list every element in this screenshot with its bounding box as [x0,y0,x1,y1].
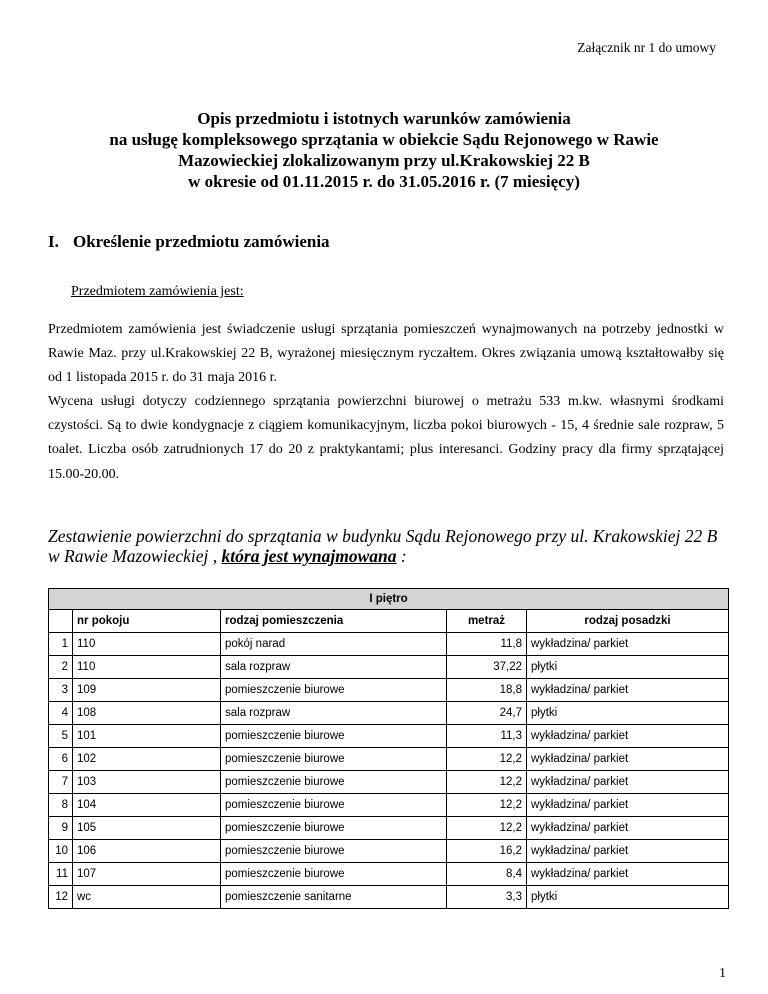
table-row [49,794,729,817]
row-number: 8 [49,794,73,817]
floor-type: płytki [527,656,729,679]
room-area: 18,8 [447,679,527,702]
row-number: 3 [49,679,73,702]
table-row [49,633,729,656]
row-number: 5 [49,725,73,748]
table-row [49,702,729,725]
room-number: wc [73,886,221,909]
table-row [49,817,729,840]
paragraph: Wycena usługi dotyczy codziennego sprzątania powierzchni biurowej o metrażu 533 m.kw. własnymi środkami czystości. Są to dwie kondygnacje z ciągiem komunikacyjnym, liczba pokoi biurowych - 15, 4 średnie sale rozpraw, 5 toalet. Liczba osób zatrudnionych 17 do 20 z praktykantami; plus interesanci. Godziny pracy dla firmy sprzątającej 15.00-20.00. [48,394,724,482]
summary-heading [48,526,728,566]
room-area: 12,2 [447,794,527,817]
room-type: pomieszczenie biurowe [221,679,447,702]
row-number: 12 [49,886,73,909]
column-header-floor-type: rodzaj posadzki [527,610,729,633]
room-number: 110 [73,656,221,679]
room-type: pomieszczenie biurowe [221,725,447,748]
row-number: 10 [49,840,73,863]
title-line: Mazowieckiej zlokalizowanym przy ul.Krakowskiej 22 B [178,151,590,170]
column-header-row [49,610,729,633]
document-title [60,108,708,192]
room-number: 104 [73,794,221,817]
row-number: 6 [49,748,73,771]
title-line: Opis przedmiotu i istotnych warunków zamówienia [197,109,571,128]
column-header-area: metraż [447,610,527,633]
table-row [49,771,729,794]
row-number: 7 [49,771,73,794]
room-area: 37,22 [447,656,527,679]
room-number: 106 [73,840,221,863]
floor-label: I piętro [49,589,729,610]
paragraph: Przedmiotem zamówienia jest świadczenie usługi sprzątania pomieszczeń wynajmowanych na potrzeby jednostki w Rawie Maz. przy ul.Krakowskiej 22 B, wyrażonej miesięcznym ryczałtem. Okres związania umową kształtowałby się od 1 listopada 2015 r. do 31 maja 2016 r. [48,322,724,386]
room-type: pomieszczenie biurowe [221,748,447,771]
table-row [49,886,729,909]
room-number: 110 [73,633,221,656]
room-number: 108 [73,702,221,725]
page-number: 1 [719,966,726,981]
room-area: 3,3 [447,886,527,909]
room-type: sala rozpraw [221,702,447,725]
room-type: pomieszczenie biurowe [221,863,447,886]
column-header-type: rodzaj pomieszczenia [221,610,447,633]
room-area: 12,2 [447,771,527,794]
table-row [49,656,729,679]
room-area: 12,2 [447,817,527,840]
section-title: Określenie przedmiotu zamówienia [73,232,330,251]
table-row [49,840,729,863]
floor-type: wykładzina/ parkiet [527,725,729,748]
summary-emphasis: która jest wynajmowana [221,546,397,566]
title-line: na usługę kompleksowego sprzątania w obiekcie Sądu Rejonowego w Rawie [109,130,659,149]
floor-type: wykładzina/ parkiet [527,679,729,702]
annex-label: Załącznik nr 1 do umowy [577,40,716,55]
summary-tail: : [396,546,407,566]
row-number: 11 [49,863,73,886]
table-row [49,863,729,886]
title-line: w okresie od 01.11.2015 r. do 31.05.2016 r. (7 miesięcy) [188,172,580,191]
room-number: 109 [73,679,221,702]
room-area: 24,7 [447,702,527,725]
room-area: 11,8 [447,633,527,656]
floor-type: wykładzina/ parkiet [527,748,729,771]
row-number: 1 [49,633,73,656]
floor-type: wykładzina/ parkiet [527,840,729,863]
room-area: 11,3 [447,725,527,748]
room-area: 12,2 [447,748,527,771]
column-header-lp [49,610,73,633]
row-number: 9 [49,817,73,840]
table-row [49,679,729,702]
room-type: pomieszczenie biurowe [221,771,447,794]
floor-type: wykładzina/ parkiet [527,817,729,840]
subheading: Przedmiotem zamówienia jest: [71,284,244,299]
room-type: pomieszczenie biurowe [221,817,447,840]
room-type: sala rozpraw [221,656,447,679]
floor-type: wykładzina/ parkiet [527,863,729,886]
floor-type: płytki [527,702,729,725]
room-area: 8,4 [447,863,527,886]
floor-type: wykładzina/ parkiet [527,794,729,817]
row-number: 4 [49,702,73,725]
room-type: pomieszczenie biurowe [221,840,447,863]
summary-text: Zestawienie powierzchni do sprzątania w budynku Sądu Rejonowego przy ul. Krakowskiej 22 B w Rawie Mazowieckiej , [48,526,718,566]
room-number: 103 [73,771,221,794]
row-number: 2 [49,656,73,679]
rooms-table [48,588,729,909]
section-number: I. [48,232,59,251]
room-number: 105 [73,817,221,840]
room-type: pomieszczenie biurowe [221,794,447,817]
room-area: 16,2 [447,840,527,863]
room-number: 101 [73,725,221,748]
table-row [49,725,729,748]
floor-header-row [49,589,729,610]
room-number: 102 [73,748,221,771]
floor-type: wykładzina/ parkiet [527,771,729,794]
room-type: pokój narad [221,633,447,656]
section-heading [48,232,330,252]
floor-type: płytki [527,886,729,909]
room-number: 107 [73,863,221,886]
table-row [49,748,729,771]
column-header-room: nr pokoju [73,610,221,633]
floor-type: wykładzina/ parkiet [527,633,729,656]
room-type: pomieszczenie sanitarne [221,886,447,909]
